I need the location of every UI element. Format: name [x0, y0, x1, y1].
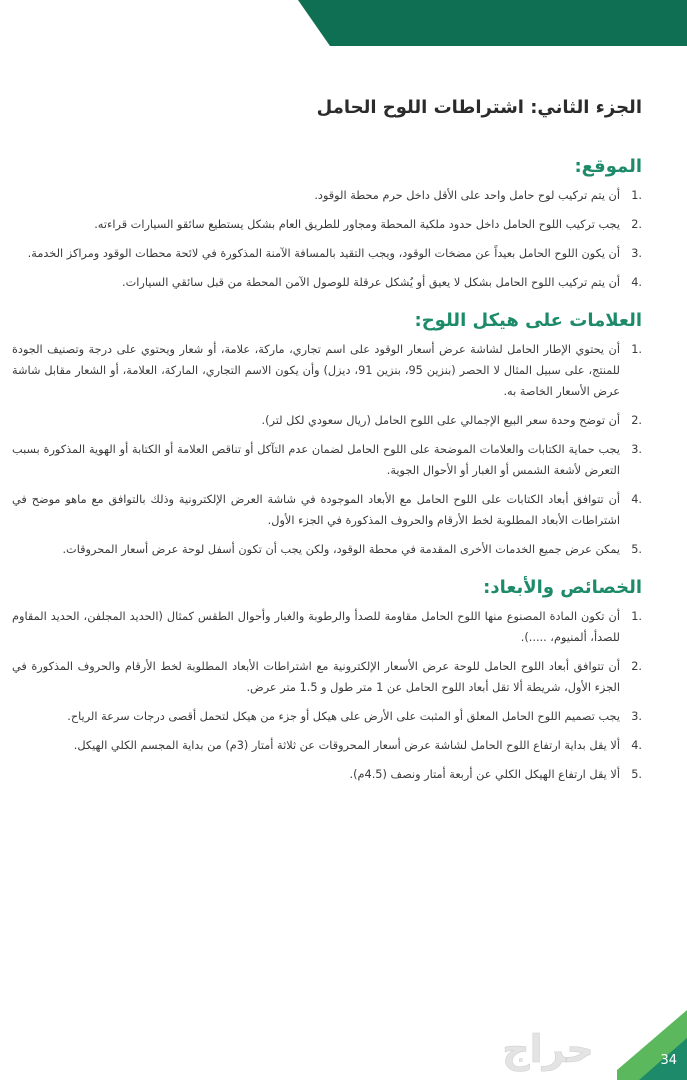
list-item: 3. يجب تصميم اللوح الحامل المعلق أو المثبت على الأرض على هيكل أو جزء من هيكل لتحمل أقصى درجات سرعة الرياح. [67, 710, 642, 723]
list-item: 2. يجب تركيب اللوح الحامل داخل حدود ملكية المحطة ومجاور للطريق العام بشكل يستطيع سائقو السيارات قراءته. [94, 218, 642, 231]
list-item: 4. أن تتوافق أبعاد الكتابات على اللوح الحامل مع الأبعاد الموجودة في شاشة العرض الإلكترونية وذلك بالتوافق مع ماهو موضح في اشتراطات الأبعاد المطلوبة لخط الأرقام والحروف المذكورة في الجزء الأول. [12, 493, 642, 527]
list-item: 2. أن توضح وحدة سعر البيع الإجمالي على اللوح الحامل (ريال سعودي لكل لتر). [261, 414, 642, 427]
list-item: 2. أن تتوافق أبعاد اللوح الحامل للوحة عرض الأسعار الإلكترونية مع اشتراطات الأبعاد المطلوبة لخط الأرقام والحروف المذكورة في الجزء الأول، شريطة ألا تقل أبعاد اللوح الحامل عن 1 متر طول و 1.5 متر عرض. [12, 660, 642, 694]
list-item: 3. أن يكون اللوح الحامل بعيداً عن مضخات الوقود، ويجب التقيد بالمسافة الآمنة المذكورة في لائحة محطات الوقود ومراكز الخدمة. [27, 247, 642, 260]
footer-corner-decoration [547, 1010, 687, 1080]
list-item: 4. ألا يقل بداية ارتفاع اللوح الحامل لشاشة عرض أسعار المحروقات عن ثلاثة أمتار (3م) من بداية المجسم الكلي الهيكل. [73, 739, 642, 752]
list-item: 1. أن يحتوي الإطار الحامل لشاشة عرض أسعار الوقود على اسم تجاري، ماركة، علامة، أو شعار ويحتوي على درجة وتصنيف الجودة للمنتج، على سبيل المثال لا الحصر (بنزين 95، بنزين 91، ديزل) وأن يكون الاسم التجاري، الماركة، العلامة، أو الشعار مقابل شاشة عرض الأسعار الخاصة به. [12, 343, 642, 398]
svg-text:حراج: حراج [502, 1027, 594, 1071]
features-list [12, 606, 642, 785]
list-item: 5. ألا يقل ارتفاع الهيكل الكلي عن أربعة أمتار ونصف (4.5م). [349, 768, 642, 781]
part-title: الجزء الثاني: اشتراطات اللوح الحامل [316, 97, 642, 118]
page-number: 34 [660, 1053, 677, 1068]
location-list [12, 185, 642, 293]
list-item: 5. يمكن عرض جميع الخدمات الأخرى المقدمة في محطة الوقود، ولكن يجب أن تكون أسفل لوحة عرض أسعار المحروقات. [62, 543, 642, 556]
list-item: 4. أن يتم تركيب اللوح الحامل بشكل لا يعيق أو يُشكل عرقلة للوصول الآمن المحطة من قبل سائقي السيارات. [122, 276, 642, 289]
section-title-features: الخصائص والأبعاد: [483, 577, 642, 598]
section-features [12, 576, 642, 785]
list-item: 3. يجب حماية الكتابات والعلامات الموضحة على اللوح الحامل لضمان عدم التآكل أو تناقص العلامة أو الكتابة أو الهوية المذكورة بسبب التعرض لأشعة الشمس أو الغبار أو الأحوال الجوية. [12, 443, 642, 477]
list-item: 1. أن تكون المادة المصنوع منها اللوح الحامل مقاومة للصدأ والرطوبة والغبار وأحوال الطقس كمثال (الحديد المجلفن، الحديد المقاوم للصدأ، ألمنيوم، .....). [12, 610, 642, 644]
document-body [12, 95, 642, 793]
header-decoration [0, 0, 687, 46]
list-item: 1. أن يتم تركيب لوح حامل واحد على الأقل داخل حرم محطة الوقود. [314, 189, 642, 202]
section-title-labels: العلامات على هيكل اللوح: [414, 310, 642, 331]
section-title-location: الموقع: [574, 156, 642, 177]
labels-list [12, 339, 642, 560]
section-location [12, 155, 642, 293]
section-labels [12, 309, 642, 560]
